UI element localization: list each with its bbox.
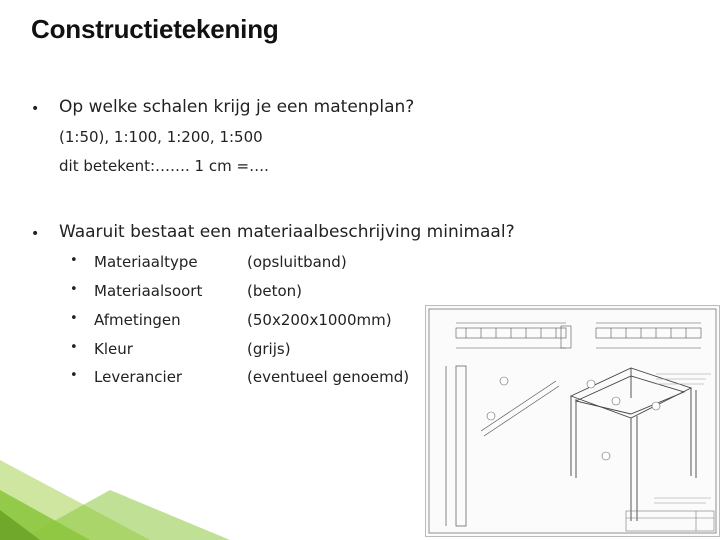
scale-meaning: dit betekent:……. 1 cm =…. — [59, 157, 269, 175]
material-value: (eventueel genoemd) — [247, 368, 410, 386]
material-key: Materiaaltype — [94, 253, 198, 271]
slide-title: Constructietekening — [31, 14, 279, 44]
material-key: Materiaalsoort — [94, 282, 203, 300]
material-value: (50x200x1000mm) — [247, 311, 392, 329]
bullet-marker: • — [70, 368, 78, 383]
bullet-question-material: Waaruit bestaat een materiaalbeschrijving minimaal? — [59, 222, 515, 242]
bullet-marker: • — [70, 253, 78, 268]
construction-drawing-figure — [426, 306, 719, 536]
material-value: (beton) — [247, 282, 303, 300]
material-value: (opsluitband) — [247, 253, 347, 271]
bullet-marker: • — [31, 101, 40, 117]
material-key: Leverancier — [94, 368, 183, 386]
bullet-marker: • — [70, 282, 78, 297]
material-key: Afmetingen — [94, 311, 181, 329]
material-value: (grijs) — [247, 340, 291, 358]
green-accent-shape — [0, 400, 230, 540]
construction-drawing-image — [425, 305, 720, 537]
bullet-marker: • — [70, 311, 78, 326]
scales-list: (1:50), 1:100, 1:200, 1:500 — [59, 128, 263, 146]
bullet-marker: • — [70, 340, 78, 355]
bullet-question-scales: Op welke schalen krijg je een matenplan? — [59, 97, 415, 117]
bullet-marker: • — [31, 226, 40, 242]
material-key: Kleur — [94, 340, 133, 358]
